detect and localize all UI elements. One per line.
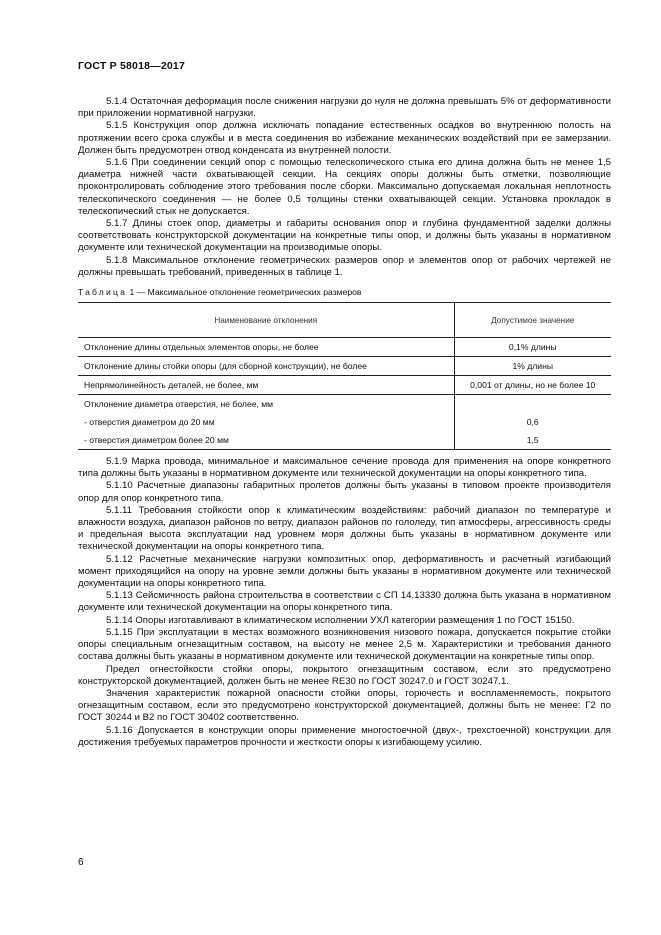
table-cell-value: 1,5	[454, 431, 611, 450]
paragraph-5-1-6: 5.1.6 При соединении секций опор с помощью телескопического стыка его длина должна быть не менее 1,5 диаметра нижней части охватывающей секции. На секциях опоры должны быть отметки, позволяющие проконтролировать соблюдение этого требования после сборки. Максимально допускаемая локальная неплотность телескопического соединения — не более 0,5 толщины стенки охватывающей секции. Установка прокладок в телескопический стык не допускается.	[78, 157, 611, 217]
table-cell-name: Отклонение длины стойки опоры (для сборной конструкции), не более	[78, 357, 454, 376]
table-row	[78, 395, 611, 414]
table-cell-value	[454, 395, 611, 414]
table-row	[78, 431, 611, 450]
table-cell-value: 0,1% длины	[454, 338, 611, 357]
paragraph-5-1-7: 5.1.7 Длины стоек опор, диаметры и габариты основания опор и глубина фундаментной заделки должны соответствовать конструкторской документации на конкретные типы опор, и должны быть указаны в нормативном документе или технической документации на производимые опоры.	[78, 218, 611, 254]
table-cell-name: - отверстия диаметром до 20 мм	[84, 417, 215, 428]
paragraph-fire-resistance: Предел огнестойкости стойки опоры, покрытого огнезащитным составом, если это предусмотрено конструкторской документацией, должен быть не менее RE30 по ГОСТ 30247.0 и ГОСТ 30247.1.	[78, 663, 611, 687]
paragraph-5-1-10: 5.1.10 Расчетные диапазоны габаритных пролетов должны быть указаны в типовом проекте производителя опор для опор конкретного типа.	[78, 480, 611, 504]
paragraph-5-1-14: 5.1.14 Опоры изготавливают в климатическом исполнении УХЛ категории размещения 1 по ГОСТ 15150.	[106, 614, 575, 626]
table-header-allowed-value: Допустимое значение	[454, 303, 611, 338]
table-cell-value: 0,6	[454, 413, 611, 431]
paragraph-5-1-15: 5.1.15 При эксплуатации в местах возможного возникновения низового пожара, допускается покрытие стойки опоры специальным огнезащитным составом, на высоту не менее 2,5 м. Характеристики и требования данного состава должны быть указаны в нормативном документе или технической документации на конкретные типы опор.	[78, 626, 611, 663]
table-cell-name: Непрямолинейность деталей, не более, мм	[78, 376, 454, 395]
table-caption	[78, 287, 611, 297]
paragraph-5-1-4: 5.1.4 Остаточная деформация после снижения нагрузки до нуля не должна превышать 5% от деформативности при приложении нормативной нагрузки.	[78, 96, 611, 120]
table-cell-name: Отклонение длины отдельных элементов опоры, не более	[78, 338, 454, 357]
table-cell-name: - отверстия диаметром более 20 мм	[78, 431, 454, 450]
paragraph-5-1-16: 5.1.16 Допускается в конструкции опоры применение многостоечной (двух-, трехстоечной) конструкции для достижения требуемых параметров прочности и жесткости опоры к изгибающему усилию.	[78, 724, 611, 748]
document-header: ГОСТ Р 58018—2017	[78, 60, 186, 72]
paragraph-5-1-5: 5.1.5 Конструкция опор должна исключать попадание естественных осадков во внутреннюю полость на протяжении всего срока службы и в места соединения во избежание механических воздействий при ее замерзании. Должен быть предусмотрен отвод конденсата из внутренней полости.	[78, 120, 611, 156]
paragraph-5-1-9: 5.1.9 Марка провода, минимальное и максимальное сечение провода для применения на опоре конкретного типа должны быть указаны в нормативном документе или технической документации на опоры конкретного типа.	[78, 456, 611, 480]
paragraph-5-1-11: 5.1.11 Требования стойкости опор к климатическим воздействиям: рабочий диапазон по температуре и влажности воздуха, диапазон районов по ветру, диапазон районов по гололеду, тип атмосферы, агрессивность среды и предельная высота эксплуатации над уровнем моря должны быть указаны в нормативном документе или технической документации на опоры конкретного типа.	[78, 504, 611, 553]
table-cell-name: Отклонение диаметра отверстия, не более, мм	[78, 395, 454, 414]
paragraph-5-1-12: 5.1.12 Расчетные механические нагрузки композитных опор, деформативность и расчетный изгибающий момент приходящийся на опору на уровне земли должны быть указаны в нормативном документе или технической документации на опоры конкретного типа.	[78, 553, 611, 590]
table-row	[78, 413, 611, 431]
table-caption-text: 1 — Максимальное отклонение геометрических размеров	[127, 287, 362, 298]
table-cell-value: 1% длины	[454, 357, 611, 376]
deviation-table	[78, 302, 611, 450]
table-row	[78, 376, 611, 395]
table-cell-value: 0,001 от длины, но не более 10	[454, 376, 611, 395]
paragraph-fire-hazard: Значения характеристик пожарной опасности стойки опоры, горючесть и воспламеняемость, покрытого огнезащитным составом, если это предусмотрено конструкторской документацией, должны быть не менее: Г2 по ГОСТ 30244 и В2 по ГОСТ 30402 соответственно.	[78, 687, 611, 724]
table-row	[78, 357, 611, 376]
document-body	[78, 96, 611, 749]
table-row	[78, 338, 611, 357]
page-number: 6	[78, 857, 84, 868]
table-caption-label: Таблица	[78, 287, 128, 298]
paragraph-5-1-8: 5.1.8 Максимальное отклонение геометрических размеров опор и элементов опор от рабочих чертежей не должны превышать требований, приведенных в таблице 1.	[78, 254, 611, 278]
table-header-deviation: Наименование отклонения	[78, 303, 454, 338]
table-header-row	[78, 303, 611, 338]
paragraph-5-1-13: 5.1.13 Сейсмичность района строительства в соответствии с СП 14.13330 должна быть указана в нормативном документе или технической документации на опоры конкретного типа.	[78, 590, 611, 614]
